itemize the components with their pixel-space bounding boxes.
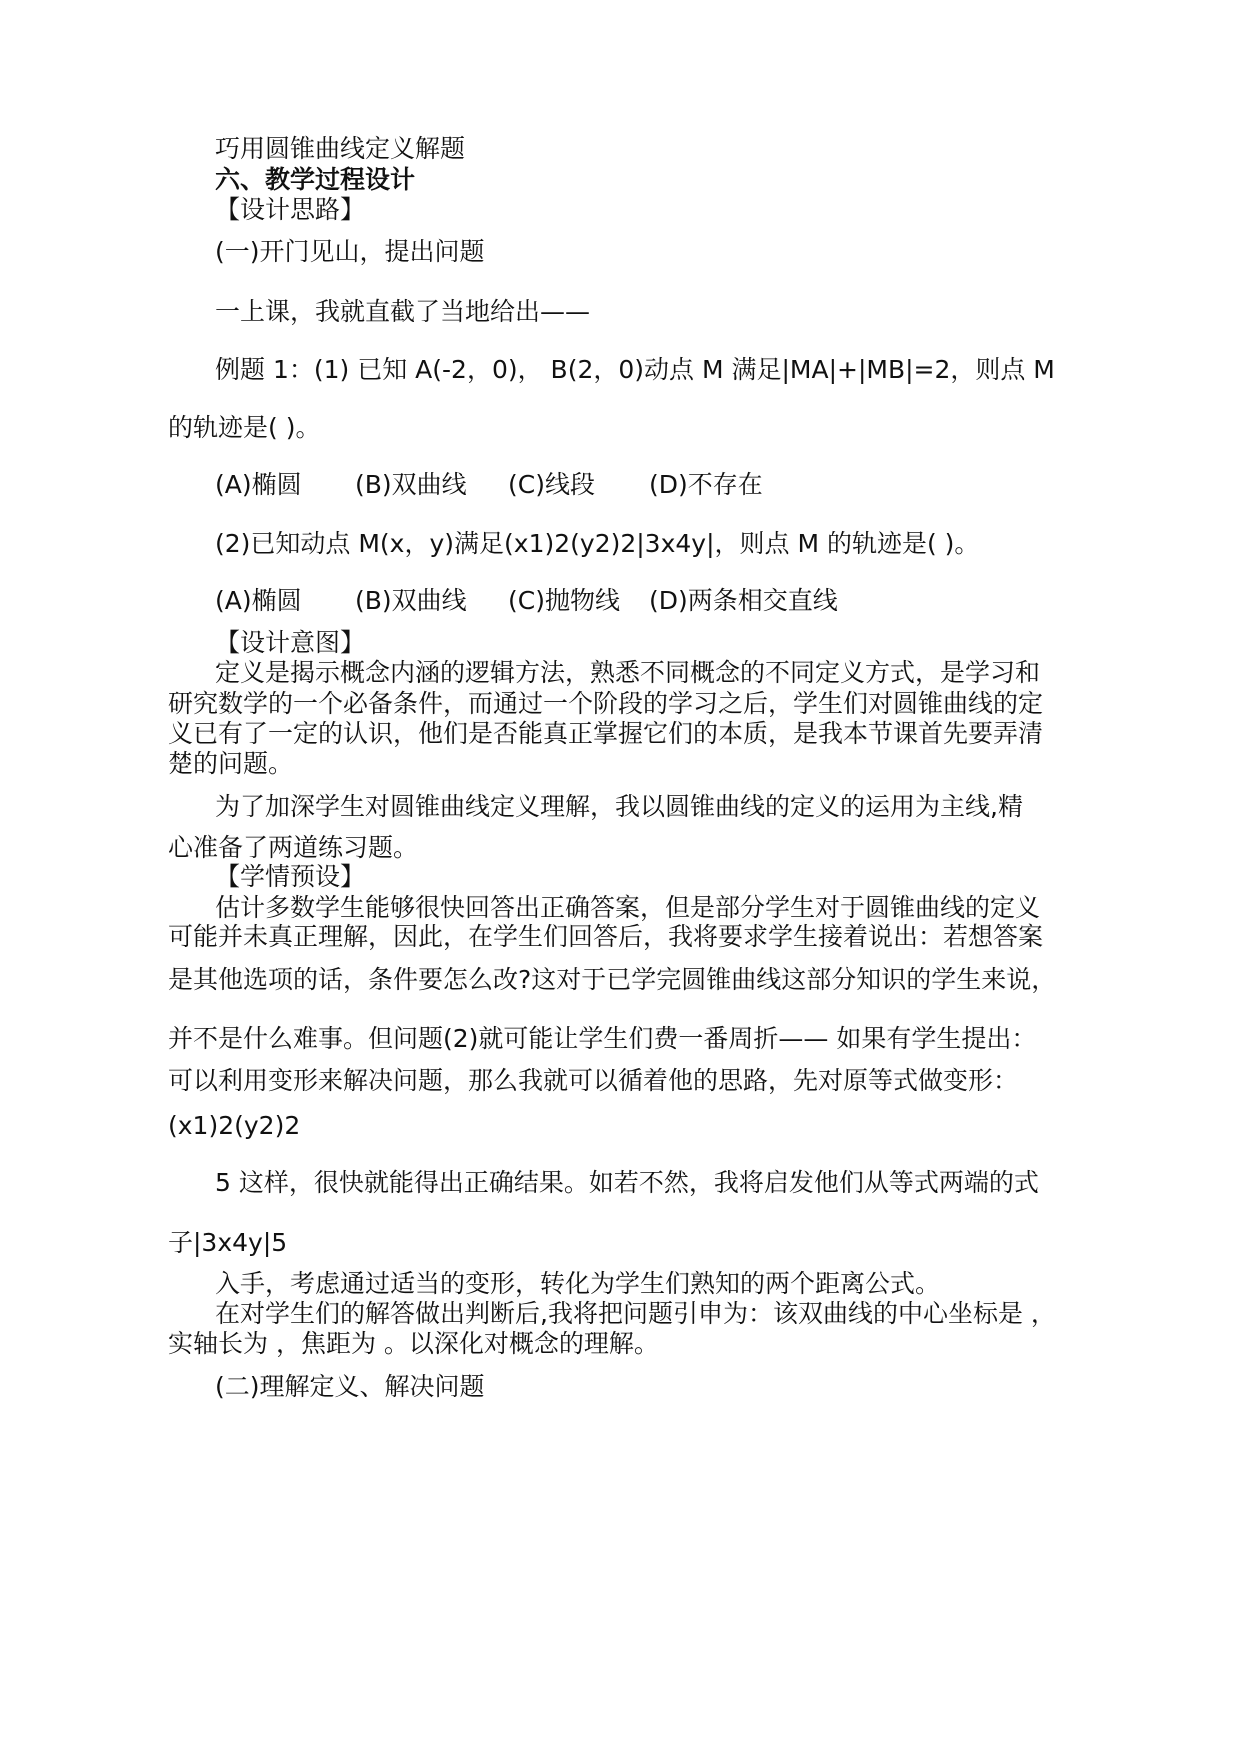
preset-p4-line2: 实轴长为 ，焦距为 。以深化对概念的理解。 bbox=[168, 1329, 659, 1358]
intent-p1-line3: 义已有了一定的认识，他们是否能真正掌握它们的本质，是我本节课首先要弄清 bbox=[168, 719, 1044, 748]
intent-p2-line2: 心准备了两道练习题。 bbox=[168, 833, 419, 862]
student-preset-label: 【学情预设】 bbox=[215, 862, 366, 891]
document-title: 巧用圆锥曲线定义解题 bbox=[215, 134, 466, 163]
preset-p1-line1: 估计多数学生能够很快回答出正确答案，但是部分学生对于圆锥曲线的定义 bbox=[215, 893, 1041, 922]
q2-option-a: (A)椭圆 bbox=[215, 586, 302, 615]
design-thinking-label: 【设计思路】 bbox=[215, 195, 366, 224]
formula-2: 子|3x4y|5 bbox=[168, 1228, 288, 1257]
preset-p1-line4: 并不是什么难事。但问题(2)就可能让学生们费一番周折—— 如果有学生提出： bbox=[168, 1024, 1037, 1053]
preset-p4-line1: 在对学生们的解答做出判断后,我将把问题引申为：该双曲线的中心坐标是 ， bbox=[215, 1299, 1056, 1328]
preset-p3: 入手，考虑通过适当的变形，转化为学生们熟知的两个距离公式。 bbox=[215, 1269, 941, 1298]
intent-p2-line1: 为了加深学生对圆锥曲线定义理解，我以圆锥曲线的定义的运用为主线,精 bbox=[215, 792, 1023, 821]
step1-heading: (一)开门见山，提出问题 bbox=[215, 237, 485, 266]
q1-option-d: (D)不存在 bbox=[649, 470, 763, 499]
q2-option-d: (D)两条相交直线 bbox=[649, 586, 838, 615]
intent-p1-line4: 楚的问题。 bbox=[168, 749, 294, 778]
q1-option-b: (B)双曲线 bbox=[355, 470, 467, 499]
example1-line2: 的轨迹是( )。 bbox=[168, 413, 321, 442]
preset-p1-line2: 可能并未真正理解，因此，在学生们回答后，我将要求学生接着说出：若想答案 bbox=[168, 922, 1044, 951]
intro-line: 一上课，我就直截了当地给出—— bbox=[215, 297, 591, 326]
example1-line1: 例题 1：(1) 已知 A(-2，0)， B(2，0)动点 M 满足|MA|+|MB|=2，则点 M bbox=[215, 355, 1055, 384]
section-heading: 六、教学过程设计 bbox=[215, 165, 416, 194]
q1-option-c: (C)线段 bbox=[508, 470, 595, 499]
q2-option-b: (B)双曲线 bbox=[355, 586, 467, 615]
question2: (2)已知动点 M(x，y)满足(x1)2(y2)2|3x4y|，则点 M 的轨迹是( )。 bbox=[215, 529, 980, 558]
q1-option-a: (A)椭圆 bbox=[215, 470, 302, 499]
step2-heading: (二)理解定义、解决问题 bbox=[215, 1372, 485, 1401]
design-intent-label: 【设计意图】 bbox=[215, 628, 366, 657]
intent-p1-line2: 研究数学的一个必备条件，而通过一个阶段的学习之后，学生们对圆锥曲线的定 bbox=[168, 689, 1044, 718]
intent-p1-line1: 定义是揭示概念内涵的逻辑方法，熟悉不同概念的不同定义方式，是学习和 bbox=[215, 658, 1041, 687]
preset-p1-line3: 是其他选项的话，条件要怎么改?这对于已学完圆锥曲线这部分知识的学生来说， bbox=[168, 965, 1057, 994]
preset-p2-line1: 5 这样，很快就能得出正确结果。如若不然，我将启发他们从等式两端的式 bbox=[215, 1168, 1039, 1197]
formula-1: (x1)2(y2)2 bbox=[168, 1111, 301, 1140]
q2-option-c: (C)抛物线 bbox=[508, 586, 620, 615]
preset-p1-line5: 可以利用变形来解决问题，那么我就可以循着他的思路，先对原等式做变形： bbox=[168, 1066, 1019, 1095]
